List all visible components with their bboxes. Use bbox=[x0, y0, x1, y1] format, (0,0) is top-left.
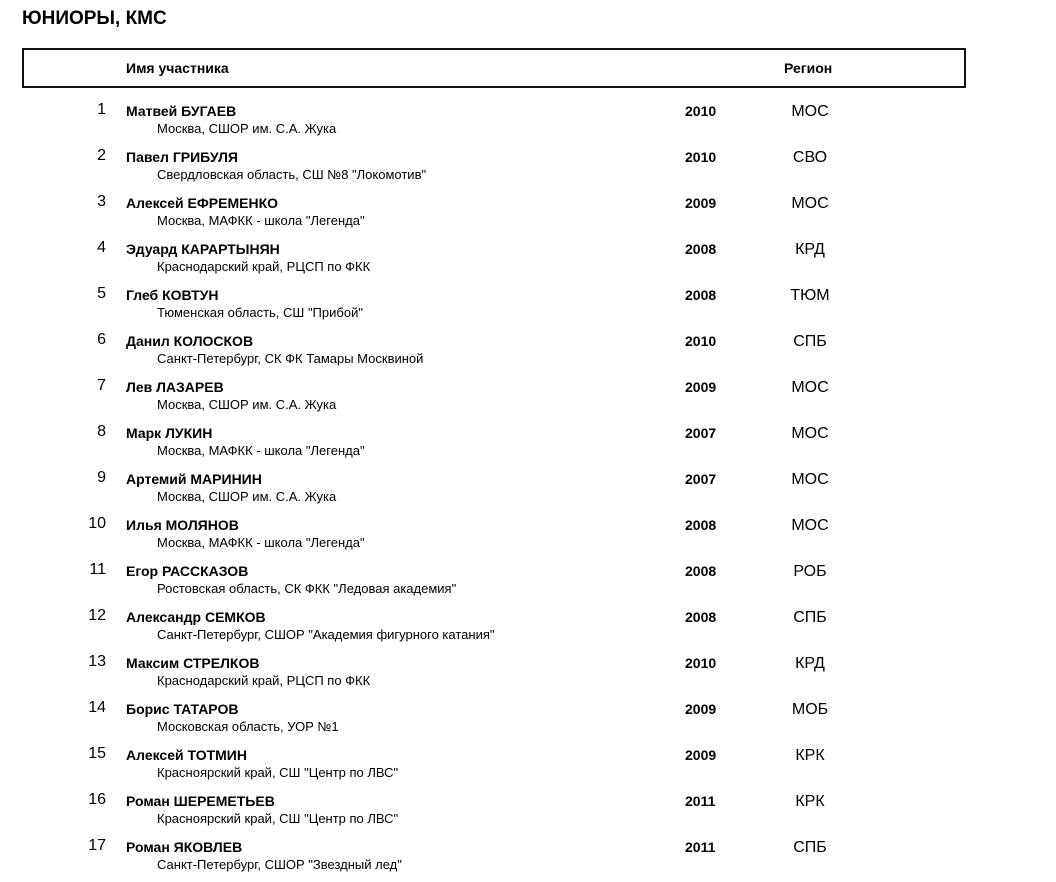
participant-club: Москва, СШОР им. С.А. Жука bbox=[157, 397, 337, 412]
participant-rank: 17 bbox=[88, 837, 106, 854]
participant-birth-year: 2008 bbox=[685, 241, 717, 257]
participant-club: Красноярский край, СШ "Центр по ЛВС" bbox=[157, 811, 399, 826]
participant-rank: 6 bbox=[97, 331, 106, 348]
participant-name: Лев ЛАЗАРЕВ bbox=[126, 379, 224, 395]
participant-region: СПБ bbox=[793, 333, 827, 350]
participant-rank: 13 bbox=[88, 653, 106, 670]
participant-list bbox=[0, 100, 1056, 882]
participant-region: КРК bbox=[795, 747, 825, 764]
participant-birth-year: 2011 bbox=[685, 793, 716, 809]
participant-name: Максим СТРЕЛКОВ bbox=[126, 655, 260, 671]
participant-name: Эдуард КАРАРТЫНЯН bbox=[126, 241, 280, 257]
participant-birth-year: 2007 bbox=[685, 425, 717, 441]
participant-row bbox=[0, 560, 1056, 606]
participant-name: Борис ТАТАРОВ bbox=[126, 701, 239, 717]
participant-name: Егор РАССКАЗОВ bbox=[126, 563, 249, 579]
participant-row bbox=[0, 376, 1056, 422]
participant-region: РОБ bbox=[793, 563, 827, 580]
participant-club: Краснодарский край, РЦСП по ФКК bbox=[157, 259, 371, 274]
participant-region: МОС bbox=[791, 471, 829, 488]
participant-birth-year: 2009 bbox=[685, 701, 717, 717]
participant-region: МОС bbox=[791, 195, 829, 212]
table-header bbox=[22, 48, 966, 88]
participant-region: СПБ bbox=[793, 839, 827, 856]
page-title: ЮНИОРЫ, КМС bbox=[22, 8, 167, 29]
participant-name: Павел ГРИБУЛЯ bbox=[126, 149, 238, 165]
participant-birth-year: 2009 bbox=[685, 747, 717, 763]
participant-row bbox=[0, 468, 1056, 514]
participant-birth-year: 2007 bbox=[685, 471, 717, 487]
participant-rank: 11 bbox=[89, 561, 106, 578]
participant-club: Санкт-Петербург, СШОР "Звездный лед" bbox=[157, 857, 402, 872]
participant-name: Алексей ТОТМИН bbox=[126, 747, 247, 763]
participant-rank: 3 bbox=[97, 193, 106, 210]
participant-birth-year: 2010 bbox=[685, 103, 717, 119]
participant-birth-year: 2009 bbox=[685, 379, 717, 395]
participant-row bbox=[0, 422, 1056, 468]
participant-region: ТЮМ bbox=[790, 287, 830, 304]
participant-name: Роман ШЕРЕМЕТЬЕВ bbox=[126, 793, 275, 809]
participant-name: Матвей БУГАЕВ bbox=[126, 103, 237, 119]
participant-region: КРК bbox=[795, 793, 825, 810]
participant-club: Краснодарский край, РЦСП по ФКК bbox=[157, 673, 371, 688]
participant-row bbox=[0, 192, 1056, 238]
participant-club: Московская область, УОР №1 bbox=[157, 719, 339, 734]
participant-birth-year: 2009 bbox=[685, 195, 717, 211]
participant-club: Москва, МАФКК - школа "Легенда" bbox=[157, 213, 365, 228]
participant-rank: 10 bbox=[88, 515, 106, 532]
participant-name: Данил КОЛОСКОВ bbox=[126, 333, 254, 349]
participant-rank: 9 bbox=[97, 469, 106, 486]
participant-region: МОС bbox=[791, 517, 829, 534]
participant-name: Александр СЕМКОВ bbox=[126, 609, 266, 625]
participant-region: СПБ bbox=[793, 609, 827, 626]
participant-name: Марк ЛУКИН bbox=[126, 425, 213, 441]
participant-region: МОБ bbox=[791, 701, 829, 718]
participant-club: Санкт-Петербург, СК ФК Тамары Москвиной bbox=[157, 351, 424, 366]
participant-birth-year: 2010 bbox=[685, 149, 717, 165]
column-header-region: Регион bbox=[784, 60, 833, 76]
participant-row bbox=[0, 238, 1056, 284]
participant-club: Ростовская область, СК ФКК "Ледовая академия" bbox=[157, 581, 457, 596]
participant-birth-year: 2008 bbox=[685, 517, 717, 533]
participant-rank: 15 bbox=[88, 745, 106, 762]
participant-name: Роман ЯКОВЛЕВ bbox=[126, 839, 243, 855]
participant-row bbox=[0, 146, 1056, 192]
participant-row bbox=[0, 606, 1056, 652]
participant-region: МОС bbox=[791, 425, 829, 442]
participant-rank: 2 bbox=[97, 147, 106, 164]
participant-club: Москва, МАФКК - школа "Легенда" bbox=[157, 443, 365, 458]
participant-name: Глеб КОВТУН bbox=[126, 287, 219, 303]
participant-name: Артемий МАРИНИН bbox=[126, 471, 262, 487]
participant-region: МОС bbox=[791, 103, 829, 120]
participant-rank: 4 bbox=[97, 239, 106, 256]
participant-row bbox=[0, 652, 1056, 698]
participant-club: Москва, МАФКК - школа "Легенда" bbox=[157, 535, 365, 550]
participant-club: Санкт-Петербург, СШОР "Академия фигурного катания" bbox=[157, 627, 495, 642]
participant-row bbox=[0, 836, 1056, 882]
participant-row bbox=[0, 100, 1056, 146]
participant-row bbox=[0, 330, 1056, 376]
participant-birth-year: 2008 bbox=[685, 563, 717, 579]
participant-rank: 8 bbox=[97, 423, 106, 440]
participant-club: Москва, СШОР им. С.А. Жука bbox=[157, 489, 337, 504]
participant-region: СВО bbox=[792, 149, 828, 166]
participant-row bbox=[0, 284, 1056, 330]
participant-birth-year: 2010 bbox=[685, 655, 717, 671]
participant-region: КРД bbox=[795, 241, 825, 258]
participant-region: КРД bbox=[795, 655, 825, 672]
participant-club: Красноярский край, СШ "Центр по ЛВС" bbox=[157, 765, 399, 780]
participant-rank: 12 bbox=[88, 607, 106, 624]
participant-birth-year: 2008 bbox=[685, 609, 717, 625]
participant-name: Алексей ЕФРЕМЕНКО bbox=[126, 195, 279, 211]
participant-club: Тюменская область, СШ "Прибой" bbox=[157, 305, 363, 320]
participant-row bbox=[0, 790, 1056, 836]
participant-row bbox=[0, 514, 1056, 560]
participant-name: Илья МОЛЯНОВ bbox=[126, 517, 239, 533]
column-header-name: Имя участника bbox=[126, 60, 229, 76]
participant-rank: 1 bbox=[97, 101, 106, 118]
participant-club: Свердловская область, СШ №8 "Локомотив" bbox=[157, 167, 427, 182]
participant-rank: 16 bbox=[88, 791, 106, 808]
participant-row bbox=[0, 744, 1056, 790]
participant-rank: 14 bbox=[88, 699, 106, 716]
participant-row bbox=[0, 698, 1056, 744]
participant-region: МОС bbox=[791, 379, 829, 396]
participant-rank: 7 bbox=[97, 377, 106, 394]
participant-birth-year: 2011 bbox=[685, 839, 716, 855]
participant-club: Москва, СШОР им. С.А. Жука bbox=[157, 121, 337, 136]
participant-birth-year: 2010 bbox=[685, 333, 717, 349]
participant-rank: 5 bbox=[97, 285, 106, 302]
participant-birth-year: 2008 bbox=[685, 287, 717, 303]
